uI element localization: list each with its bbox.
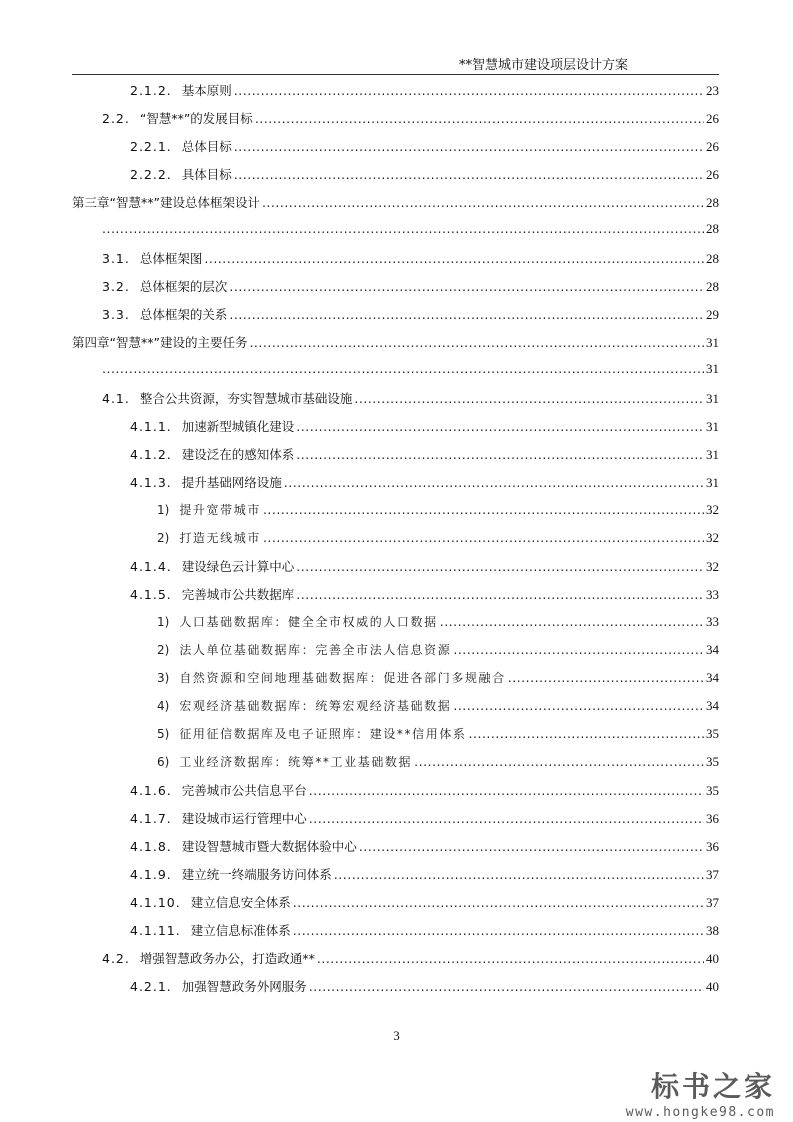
toc-entry-page: 28 [706,279,719,294]
toc-entry-page: 34 [706,642,719,657]
toc-entry-page: 40 [706,951,719,966]
toc-entry[interactable] [130,893,719,913]
toc-dot-leader [263,502,704,517]
toc-entry[interactable] [130,473,719,493]
toc-entry-title: 建设绿色云计算中心 [181,559,295,574]
toc-entry-title: 总体框架的层次 [139,279,228,294]
toc-entry-title: 加强智慧政务外网服务 [181,979,307,994]
toc-dot-leader [508,670,704,685]
toc-entry-title: 建立信息安全体系 [190,895,291,910]
toc-entry[interactable] [130,585,719,605]
toc-dot-leader [317,951,704,966]
toc-dot-leader [296,587,704,602]
watermark-title: 标书之家 [650,1070,775,1103]
header-title: **智慧城市建设项层设计方案 [458,58,628,73]
toc-dot-leader [102,361,704,376]
toc-entry-number: 4.1.5. [130,587,172,602]
toc-entry-number: 4.1.6. [130,783,172,798]
toc-entry-number: 4) [157,699,170,713]
toc-entry-number: 2) [157,643,170,657]
toc-dot-leader [263,530,704,545]
toc-entry-page: 23 [706,83,719,98]
toc-entry-page: 26 [706,111,719,126]
toc-entry-number: 3.1. [102,251,130,266]
toc-entry[interactable] [157,753,719,773]
toc-entry[interactable] [130,165,719,185]
toc-entry-page: 36 [706,811,719,826]
toc-dot-leader [469,726,704,741]
toc-dot-leader [234,83,704,98]
toc-entry-number: 1) [157,503,170,517]
toc-entry-title: 建设泛在的感知体系 [181,447,295,462]
toc-dot-leader [309,783,704,798]
toc-entry[interactable] [72,193,719,213]
toc-entry-page: 26 [706,139,719,154]
toc-entry[interactable] [157,669,719,689]
toc-entry[interactable] [130,557,719,577]
toc-entry[interactable] [157,697,719,717]
toc-entry-title: 自然资源和空间地理基础数据库：促进各部门多规融合 [179,671,506,685]
toc-dot-leader [296,447,704,462]
watermark-logo [626,1065,775,1120]
toc-entry-number: 4.1.3. [130,475,172,490]
toc-entry-page: 31 [706,419,719,434]
toc-entry-title: 总体目标 [181,139,232,154]
toc-entry-page: 31 [706,361,719,376]
toc-entry-title: 第三章“智慧**”建设总体框架设计 [72,195,260,210]
toc-entry[interactable] [157,725,719,745]
toc-entry-page: 31 [706,391,719,406]
toc-entry-page: 35 [706,726,719,741]
toc-entry-title: 建设智慧城市暨大数据体验中心 [181,839,357,854]
toc-entry-number: 4.1.10. [130,895,181,910]
toc-entry-title: 第四章“智慧**”建设的主要任务 [72,335,248,350]
toc-entry-page: 35 [706,783,719,798]
toc-entry-title: 打造无线城市 [179,531,261,545]
toc-entry-page: 36 [706,839,719,854]
toc-entry-page: 31 [706,475,719,490]
toc-dot-leader [453,642,704,657]
toc-dot-leader [102,221,704,236]
toc-entry-page: 26 [706,167,719,182]
toc-dot-leader [334,867,704,882]
watermark-url: www.hongke98.com [625,1105,775,1120]
toc-entry-title: 人口基础数据库：健全全市权威的人口数据 [179,615,438,629]
toc-entry[interactable] [130,837,719,857]
toc-entry[interactable] [102,249,719,269]
toc-entry-number: 5) [157,727,170,741]
toc-entry-number: 3.2. [102,279,130,294]
toc-entry-title: 完善城市公共信息平台 [181,783,307,798]
toc-entry[interactable] [102,389,719,409]
toc-entry-number: 2.2.1. [130,139,172,154]
toc-entry-title: 法人单位基础数据库：完善全市法人信息资源 [179,643,452,657]
toc-entry-number: 6) [157,755,170,769]
toc-dot-leader [359,839,704,854]
toc-entry[interactable] [102,221,719,241]
toc-entry[interactable] [157,501,719,521]
toc-entry-page: 33 [706,587,719,602]
toc-entry-number: 2.1.2. [130,83,172,98]
toc-entry-title: 提升基础网络设施 [181,475,282,490]
toc-entry-page: 32 [706,530,719,545]
toc-entry-title: 加速新型城镇化建设 [181,419,295,434]
toc-entry-title: 基本原则 [181,83,232,98]
toc-entry-page: 34 [706,698,719,713]
toc-entry[interactable] [157,641,719,661]
toc-entry[interactable] [130,865,719,885]
toc-entry-number: 4.2.1. [130,979,172,994]
toc-entry[interactable] [130,809,719,829]
toc-entry[interactable] [102,305,719,325]
toc-entry-number: 4.1.1. [130,419,172,434]
toc-entry-title: 总体框架的关系 [139,307,228,322]
toc-entry[interactable] [102,277,719,297]
toc-entry-number: 2.2. [102,111,130,126]
toc-entry[interactable] [130,781,719,801]
toc-entry-number: 1) [157,615,170,629]
toc-dot-leader [249,335,704,350]
toc-entry[interactable] [102,109,719,129]
toc-entry-number: 4.1.7. [130,811,172,826]
toc-entry-title: 完善城市公共数据库 [181,587,295,602]
toc-entry[interactable] [130,417,719,437]
toc-entry-title: “智慧**”的发展目标 [139,111,253,126]
toc-dot-leader [229,307,704,322]
toc-entry[interactable] [130,977,719,997]
toc-entry-page: 28 [706,195,719,210]
toc-entry-title: 整合公共资源，夯实智慧城市基础设施 [139,391,353,406]
toc-entry-title: 建立信息标准体系 [190,923,291,938]
toc-entry-page: 31 [706,447,719,462]
toc-entry-page: 37 [706,895,719,910]
toc-entry-title: 建立统一终端服务访问体系 [181,867,332,882]
toc-entry-title: 总体框架图 [139,251,203,266]
toc-entry[interactable] [157,529,719,549]
toc-entry[interactable] [72,333,719,353]
toc-entry-page: 38 [706,923,719,938]
toc-entry-number: 2.2.2. [130,167,172,182]
toc-entry-number: 2) [157,531,170,545]
toc-dot-leader [453,698,704,713]
toc-entry-page: 33 [706,614,719,629]
toc-entry-number: 4.1.4. [130,559,172,574]
toc-entry[interactable] [102,361,719,381]
toc-entry-title: 具体目标 [181,167,232,182]
toc-dot-leader [262,195,704,210]
toc-entry[interactable] [157,613,719,633]
toc-entry-page: 40 [706,979,719,994]
header-rule [72,74,719,75]
toc-entry[interactable] [130,81,719,101]
toc-entry-page: 31 [706,335,719,350]
toc-dot-leader [296,419,704,434]
toc-entry-number: 4.1.8. [130,839,172,854]
toc-dot-leader [309,811,704,826]
toc-entry-page: 28 [706,221,719,236]
toc-entry-title: 建设城市运行管理中心 [181,811,307,826]
toc-entry-page: 32 [706,559,719,574]
toc-entry-page: 29 [706,307,719,322]
toc-entry[interactable] [102,949,719,969]
toc-entry-number: 4.1.2. [130,447,172,462]
toc-dot-leader [234,167,704,182]
toc-entry[interactable] [130,137,719,157]
toc-dot-leader [296,559,704,574]
toc-entry-number: 4.1.11. [130,923,181,938]
toc-dot-leader [293,895,704,910]
toc-entry-title: 宏观经济基础数据库：统筹宏观经济基础数据 [179,699,452,713]
toc-entry-number: 4.1. [102,391,130,406]
toc-dot-leader [255,111,704,126]
toc-dot-leader [284,475,704,490]
page-number: 3 [393,1028,400,1043]
toc-entry-page: 32 [706,502,719,517]
toc-dot-leader [414,754,704,769]
toc-entry-number: 3.3. [102,307,130,322]
toc-entry-title: 提升宽带城市 [179,503,261,517]
toc-dot-leader [293,923,704,938]
toc-entry-title: 征用征信数据库及电子证照库：建设**信用体系 [179,727,467,741]
toc-dot-leader [309,979,704,994]
toc-entry-number: 4.2. [102,951,130,966]
toc-entry-page: 28 [706,251,719,266]
toc-dot-leader [354,391,704,406]
toc-entry-page: 34 [706,670,719,685]
toc-entry[interactable] [130,445,719,465]
toc-entry-number: 3) [157,671,170,685]
toc-dot-leader [204,251,704,266]
toc-dot-leader [234,139,704,154]
toc-dot-leader [229,279,704,294]
toc-entry-page: 35 [706,754,719,769]
toc-entry[interactable] [130,921,719,941]
toc-entry-title: 工业经济数据库：统筹**工业基础数据 [179,755,413,769]
toc-entry-title: 增强智慧政务办公，打造政通** [139,951,315,966]
toc-dot-leader [440,614,704,629]
toc-entry-page: 37 [706,867,719,882]
toc-entry-number: 4.1.9. [130,867,172,882]
